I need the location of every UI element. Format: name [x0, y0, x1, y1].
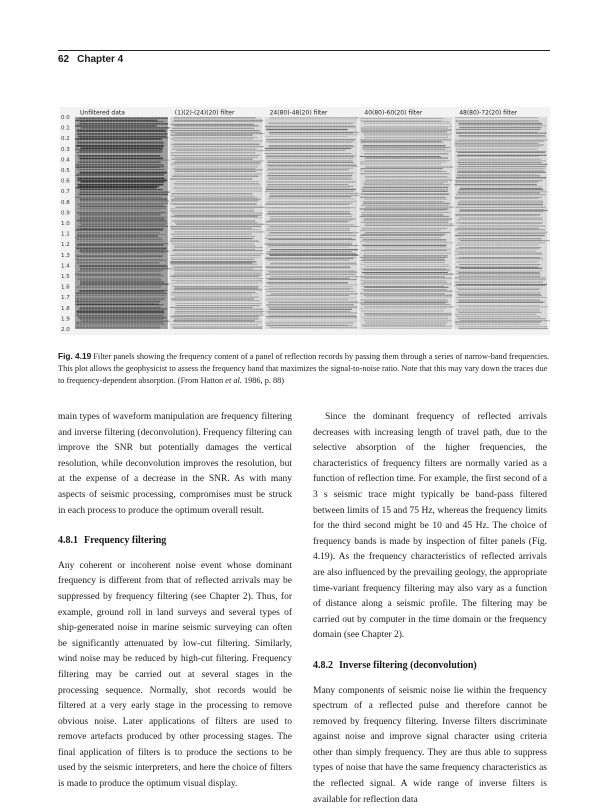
- left-column: [58, 410, 292, 793]
- time-tick-label: 0.0: [61, 115, 70, 121]
- filter-panel: [359, 107, 454, 329]
- figure-caption: [58, 350, 550, 387]
- filter-panels-figure: [60, 107, 550, 335]
- caption-source: 1986, p. 88): [242, 376, 284, 385]
- left-paragraph-2: Any coherent or incoherent noise event whose dominant frequency is different from that of reflected arrivals may be suppressed by frequency filtering (see Chapter 2). Thus, for example, ground roll in land surveys and several types of ship-generated noise in marine seismic surveying can often be significantly attenuated by low-cut filtering. Similarly, wind noise may be reduced by high-cut filtering. Frequency filtering may be carried out at several stages in the processing sequence. Normally, shot records would be filtered at a very early stage in the processing to remove obvious noise. Later applications of filters are used to remove artefacts produced by other processing stages. The final application of filters is to produce the sections to be used by the seismic interpreters, and here the choice of filters is made to produce the optimum visual display.: [58, 559, 292, 793]
- right-paragraph-1: Since the dominant frequency of reflected arrivals decreases with increasing length of travel path, due to the selective absorption of the higher frequencies, the characteristics of frequency filters are normally varied as a function of reflection time. For example, the first second of a 3 s seismic trace might typically be band-pass filtered between limits of 15 and 75 Hz, whereas the frequency limits for the third second might be 10 and 45 Hz. The choice of frequency bands is made by inspection of filter panels (Fig. 4.19). As the frequency characteristics of reflected arrivals are also influenced by the prevailing geology, the appropriate time-variant frequency filtering may also vary as a function of distance along a seismic profile. The filtering may be carried out by computer in the time domain or the frequency domain (see Chapter 2).: [313, 410, 547, 644]
- section-heading-4-8-1: [58, 533, 292, 549]
- time-tick-label: 0.6: [61, 179, 70, 185]
- section-number: 4.8.1: [58, 535, 78, 546]
- time-tick-label: 0.8: [61, 200, 70, 206]
- time-tick-label: 1.0: [61, 221, 70, 227]
- time-tick-label: 1.2: [61, 242, 70, 248]
- filter-panel: [75, 107, 171, 329]
- time-tick-label: 1.1: [61, 232, 70, 238]
- panel-title: 40(80)-60(20) filter: [364, 110, 422, 117]
- time-tick-label: 1.3: [61, 253, 70, 259]
- time-tick-label: 1.9: [61, 316, 70, 322]
- right-paragraph-2: Many components of seismic noise lie within the frequency spectrum of a reflected pulse and therefore cannot be removed by frequency filtering. Inverse filters discriminate against noise and improve signal character using criteria other than simply frequency. They are thus able to suppress types of noise that have the same frequency characteristics as the reflected signal. A wide range of inverse filters is available for reflection data: [313, 684, 547, 808]
- left-paragraph-1: main types of waveform manipulation are frequency filtering and inverse filtering (deconvolution). Frequency filtering can improve the SNR but potentially damages the vertical resolution, while deconvolution improves the resolution, but at the expense of a decrease in the SNR. As with many aspects of seismic processing, compromises must be struck in each process to produce the optimum overall result.: [58, 410, 292, 519]
- time-tick-label: 0.2: [61, 136, 70, 142]
- time-tick-label: 0.7: [61, 189, 70, 195]
- time-tick-label: 1.7: [61, 295, 70, 301]
- time-tick-label: 1.5: [61, 274, 70, 280]
- panel-title: 24(80)-48(20) filter: [270, 110, 328, 117]
- seismic-panels-image: [60, 107, 550, 335]
- panel-title: 48(80)-72(20) filter: [459, 110, 517, 117]
- section-title: Frequency filtering: [84, 535, 166, 546]
- filter-panel: [170, 107, 267, 329]
- time-tick-label: 0.5: [61, 168, 70, 174]
- time-tick-label: 0.1: [61, 126, 70, 132]
- panel-title: (1)(2)-(24)(20) filter: [175, 110, 235, 117]
- section-number: 4.8.2: [313, 660, 333, 671]
- time-tick-label: 1.4: [61, 263, 70, 269]
- section-heading-4-8-2: [313, 658, 547, 674]
- time-tick-label: 2.0: [61, 327, 70, 333]
- filter-panel: [265, 107, 360, 329]
- time-tick-label: 0.9: [61, 210, 70, 216]
- time-tick-label: 1.6: [61, 285, 70, 291]
- section-title: Inverse filtering (deconvolution): [339, 660, 477, 671]
- caption-text: Filter panels showing the frequency content of a panel of reflection records by passing them through a series of narrow-band frequencies. This plot allows the geophysicist to assess the frequency band that maximizes the signal-to-noise ratio. Note that this may vary down the traces due to frequency-dependent absorption. (From Hatton: [58, 352, 549, 385]
- caption-italic: et al.: [225, 376, 242, 385]
- time-tick-label: 0.3: [61, 147, 70, 153]
- time-tick-label: 1.8: [61, 306, 70, 312]
- filter-panel: [454, 107, 550, 329]
- panel-title: Unfiltered data: [80, 110, 125, 117]
- figure-label: Fig. 4.19: [58, 351, 91, 361]
- chapter-title: Chapter 4: [77, 54, 123, 65]
- page-number: 62: [58, 54, 69, 65]
- header-rule: [58, 50, 550, 51]
- running-header: [58, 54, 558, 65]
- right-column: [313, 410, 547, 808]
- time-tick-label: 0.4: [61, 157, 70, 163]
